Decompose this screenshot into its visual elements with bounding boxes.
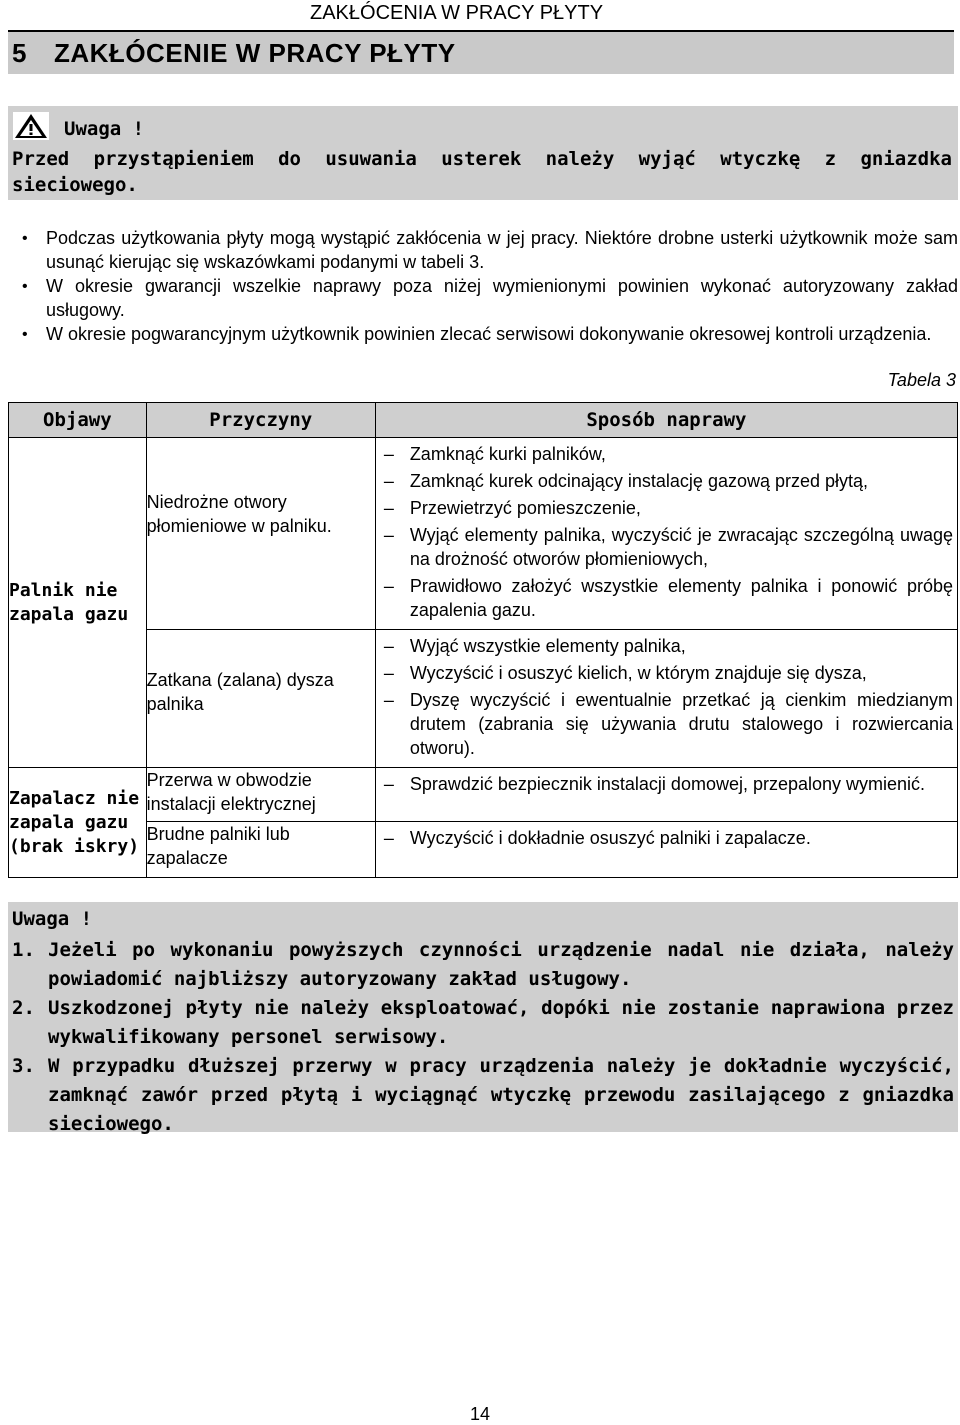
column-header-causes: Przyczyny bbox=[146, 403, 375, 438]
bullet-dot-icon: • bbox=[22, 230, 28, 247]
cause-cell: Zatkana (zalana) dysza palnika bbox=[146, 630, 375, 768]
remedy-cell bbox=[375, 630, 957, 768]
info-bullet-list bbox=[8, 226, 958, 346]
dash-icon: – bbox=[383, 471, 394, 491]
section-number: 5 bbox=[12, 38, 27, 68]
dash-icon: – bbox=[383, 690, 394, 710]
remedy-cell bbox=[375, 822, 957, 878]
remedy-item: – Zamknąć kurek odcinający instalację gazową przed płytą, bbox=[383, 471, 869, 491]
list-item: • Podczas użytkowania płyty mogą wystąpić zakłócenia w jej pracy. Niektóre drobne usterki użytkownik może sam usunąć kierując się wskazówkami podanymi w tabeli 3. bbox=[22, 228, 958, 272]
dash-icon: – bbox=[383, 444, 394, 464]
note-item: 1. Jeżeli po wykonaniu powyższych czynności urządzenie nadal nie działa, należy powiadomić najbliższy autoryzowany zakład usługowy. bbox=[12, 936, 954, 994]
warning-triangle-icon bbox=[13, 112, 49, 140]
remedy-item: – Prawidłowo założyć wszystkie elementy palnika i ponowić próbę zapalenia gazu. bbox=[383, 576, 953, 620]
note-item: 3. W przypadku dłuższej przerwy w pracy urządzenia należy je dokładnie wyczyścić, zamknąć zawór przed płytą i wyciągnąć wtyczkę przewodu zasilającego z gniazdka sieciowego. bbox=[12, 1052, 954, 1139]
page-number: 14 bbox=[469, 1404, 491, 1424]
dash-icon: – bbox=[383, 663, 394, 683]
remedy-item: – Sprawdzić bezpiecznik instalacji domowej, przepalony wymienić. bbox=[383, 774, 926, 794]
warning-box bbox=[8, 106, 958, 200]
column-header-remedy: Sposób naprawy bbox=[375, 403, 957, 438]
warning-text: Przed przystąpieniem do usuwania usterek należy wyjąć wtyczkę z gniazdka sieciowego. bbox=[12, 148, 952, 196]
cause-cell: Przerwa w obwodzie instalacji elektrycznej bbox=[146, 768, 375, 822]
note-item: 2. Uszkodzonej płyty nie należy eksploatować, dopóki nie zostanie naprawiona przez wykwalifikowany personel serwisowy. bbox=[12, 994, 954, 1052]
bullet-dot-icon: • bbox=[22, 278, 28, 295]
table-caption: Tabela 3 bbox=[887, 370, 956, 390]
remedy-item: – Dyszę wyczyścić i ewentualnie przetkać ją cienkim miedzianym drutem (zabrania się używania drutu stalowego i rozwiercania otworu). bbox=[383, 690, 953, 758]
remedy-item: – Przewietrzyć pomieszczenie, bbox=[383, 498, 641, 518]
dash-icon: – bbox=[383, 525, 394, 545]
note-list bbox=[12, 936, 954, 1139]
column-header-symptoms: Objawy bbox=[9, 403, 147, 438]
symptom-cell: Zapalacz nie zapala gazu (brak iskry) bbox=[9, 768, 147, 878]
fault-table bbox=[8, 402, 958, 878]
list-item: • W okresie pogwarancyjnym użytkownik powinien zlecać serwisowi dokonywanie okresowej kontroli urządzenia. bbox=[8, 322, 958, 346]
note-title: Uwaga ! bbox=[12, 908, 93, 930]
table-row bbox=[9, 768, 958, 822]
section-title: ZAKŁÓCENIE W PRACY PŁYTY bbox=[54, 38, 456, 68]
remedy-item: – Zamknąć kurki palników, bbox=[383, 444, 606, 464]
dash-icon: – bbox=[383, 636, 394, 656]
dash-icon: – bbox=[383, 774, 394, 794]
remedy-cell bbox=[375, 438, 957, 630]
table-header-row bbox=[9, 403, 958, 438]
remedy-cell bbox=[375, 768, 957, 822]
bullet-dot-icon: • bbox=[22, 326, 28, 343]
list-item: • W okresie gwarancji wszelkie naprawy poza niżej wymienionymi powinien wykonać autoryzowany zakład usługowy. bbox=[22, 276, 958, 320]
running-header: ZAKŁÓCENIA W PRACY PŁYTY bbox=[310, 2, 604, 24]
remedy-item: – Wyjąć elementy palnika, wyczyścić je zwracając szczególną uwagę na drożność otworów płomieniowych, bbox=[383, 525, 953, 569]
table-row bbox=[9, 438, 958, 630]
remedy-item: – Wyczyścić i osuszyć kielich, w którym znajduje się dysza, bbox=[383, 663, 867, 683]
symptom-cell: Palnik nie zapala gazu bbox=[9, 438, 147, 768]
cause-cell: Niedrożne otwory płomieniowe w palniku. bbox=[146, 438, 375, 630]
note-number: 3. bbox=[12, 1055, 35, 1077]
cause-cell: Brudne palniki lub zapalacze bbox=[146, 822, 375, 878]
table-row bbox=[9, 630, 958, 768]
note-number: 2. bbox=[12, 997, 35, 1019]
section-heading-bar bbox=[8, 30, 954, 74]
table-row bbox=[9, 822, 958, 878]
dash-icon: – bbox=[383, 576, 394, 596]
warning-title: Uwaga ! bbox=[64, 118, 145, 140]
remedy-item: – Wyczyścić i dokładnie osuszyć palniki i zapalacze. bbox=[383, 828, 811, 848]
note-box bbox=[8, 902, 958, 1135]
dash-icon: – bbox=[383, 828, 394, 848]
dash-icon: – bbox=[383, 498, 394, 518]
note-number: 1. bbox=[12, 939, 35, 961]
remedy-item: – Wyjąć wszystkie elementy palnika, bbox=[383, 636, 686, 656]
